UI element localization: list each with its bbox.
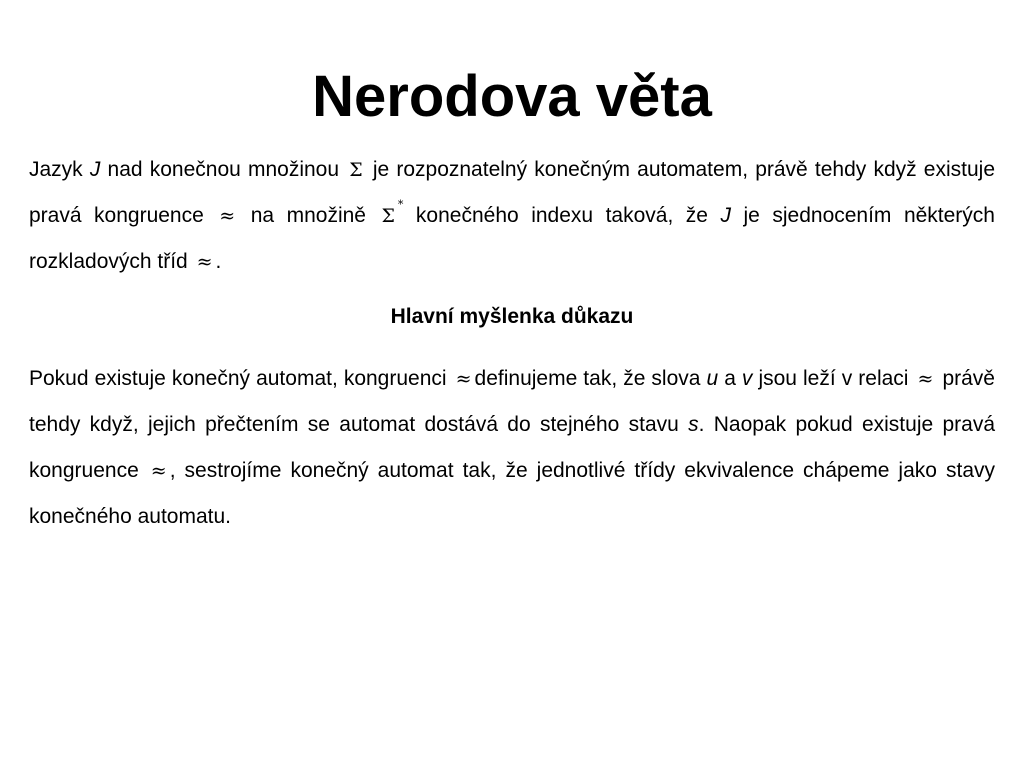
approx-symbol: ≈ (917, 368, 934, 390)
proof-heading: Hlavní myšlenka důkazu (390, 305, 634, 328)
variable-s: s (688, 413, 699, 436)
proof-text: Pokud existuje konečný automat, kongruenci (29, 367, 453, 390)
approx-symbol: ≈ (196, 251, 213, 273)
proof-paragraph (29, 356, 995, 540)
theorem-paragraph (29, 147, 995, 285)
approx-symbol: ≈ (150, 460, 167, 482)
kleene-star: * (397, 198, 404, 211)
sigma-symbol: Σ (381, 205, 395, 227)
approx-symbol: ≈ (219, 205, 236, 227)
theorem-text: je rozpoznatelný konečným automatem, právě tehdy když existuje pravá kongruence (29, 158, 995, 227)
theorem-text: konečného indexu taková, že (403, 204, 721, 227)
proof-text: definujeme tak, že slova (474, 367, 707, 390)
theorem-text: na množině (238, 204, 379, 227)
variable-j: J (89, 158, 101, 181)
theorem-text: . (215, 250, 222, 273)
theorem-text: nad konečnou množinou (100, 158, 347, 181)
proof-text: a (718, 367, 742, 390)
variable-u: u (706, 367, 719, 390)
proof-text: jsou leží v relaci (752, 367, 915, 390)
proof-text: , sestrojíme konečný automat tak, že jednotlivé třídy ekvivalence chápeme jako stavy konečného automatu. (29, 459, 995, 528)
variable-v: v (741, 367, 753, 390)
variable-j: J (720, 204, 731, 227)
slide-title: Nerodova věta (312, 64, 712, 129)
theorem-text: Jazyk (29, 158, 90, 181)
approx-symbol: ≈ (455, 368, 472, 390)
proof-text: právě tehdy když, jejich přečtením se automat dostává do stejného stavu (29, 367, 995, 436)
proof-text: . Naopak pokud existuje pravá kongruence (29, 413, 995, 482)
theorem-text: je sjednocením některých rozkladových tříd (29, 204, 995, 273)
sigma-symbol: Σ (349, 159, 363, 181)
